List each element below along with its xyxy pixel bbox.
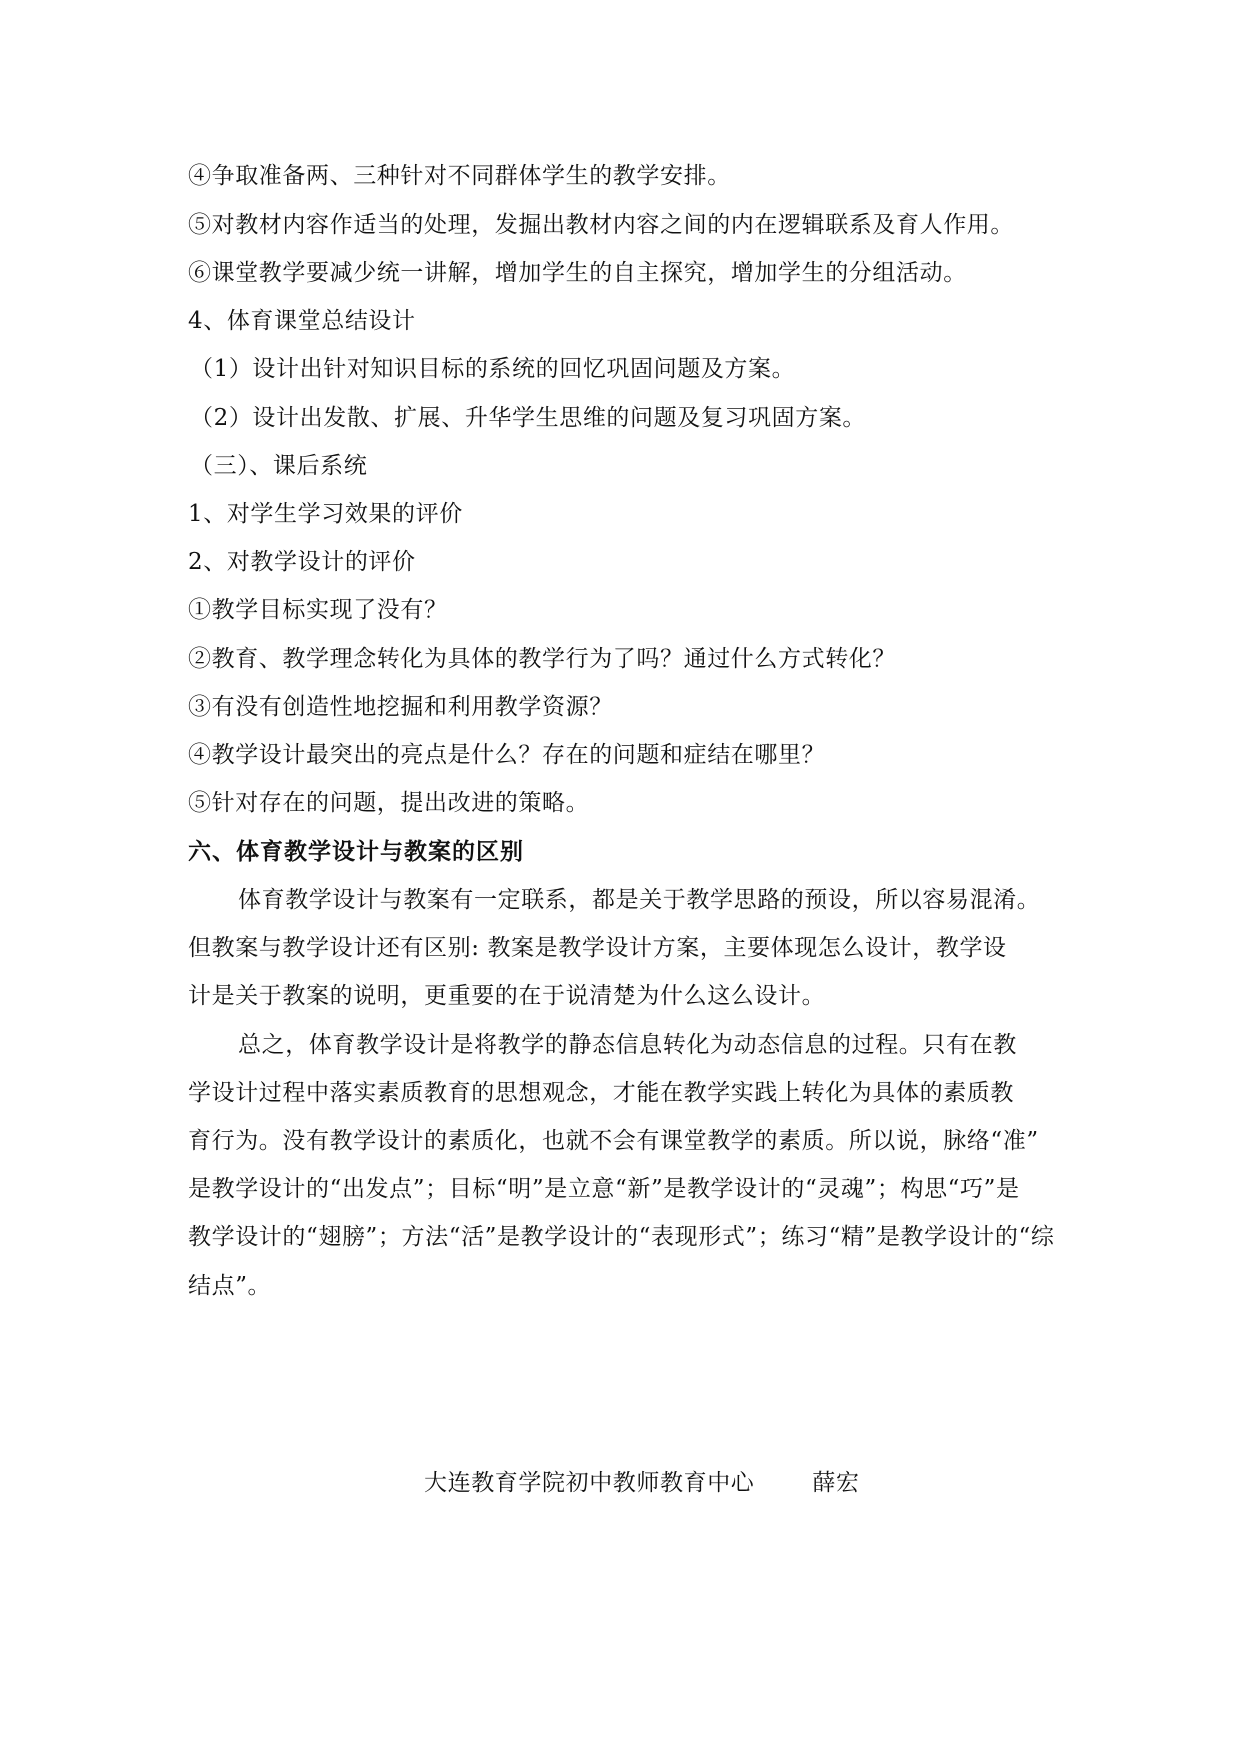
subsection-heading: 4、体育课堂总结设计: [188, 308, 416, 334]
list-item: ④教学设计最突出的亮点是什么？存在的问题和症结在哪里？: [188, 742, 826, 768]
paragraph-line: 计是关于教案的说明，更重要的在于说清楚为什么这么设计。: [188, 983, 826, 1009]
author-name: 薛宏: [812, 1470, 860, 1496]
paragraph-line: 教学设计的“翅膀”；方法“活”是教学设计的“表现形式”；练习“精”是教学设计的“综: [188, 1224, 1055, 1250]
subsection-heading: 1、对学生学习效果的评价: [188, 501, 463, 527]
list-item: ⑤对教材内容作适当的处理，发掘出教材内容之间的内在逻辑联系及育人作用。: [188, 212, 1014, 238]
list-item: （2）设计出发散、扩展、升华学生思维的问题及复习巩固方案。: [190, 405, 867, 431]
paragraph-line: 结点”。: [188, 1273, 272, 1299]
list-item: ⑥课堂教学要减少统一讲解，增加学生的自主探究，增加学生的分组活动。: [188, 260, 967, 286]
subsection-heading: 2、对教学设计的评价: [188, 549, 416, 575]
list-item: ④争取准备两、三种针对不同群体学生的教学安排。: [188, 163, 731, 189]
paragraph-line: 但教案与教学设计还有区别: 教案是教学设计方案，主要体现怎么设计，教学设: [188, 935, 1007, 961]
list-item: （1）设计出针对知识目标的系统的回忆巩固问题及方案。: [190, 356, 796, 382]
signature-footer: [424, 1468, 860, 1498]
paragraph-line: 是教学设计的“出发点”；目标“明”是立意“新”是教学设计的“灵魂”；构思“巧”是: [188, 1176, 1020, 1202]
list-item: ③有没有创造性地挖掘和利用教学资源？: [188, 694, 613, 720]
paragraph-line: 育行为。没有教学设计的素质化，也就不会有课堂教学的素质。所以说，脉络“准”: [188, 1128, 1039, 1154]
list-item: ⑤针对存在的问题，提出改进的策略。: [188, 790, 590, 816]
paragraph-line: 学设计过程中落实素质教育的思想观念，才能在教学实践上转化为具体的素质教: [188, 1080, 1014, 1106]
paragraph-line: 体育教学设计与教案有一定联系，都是关于教学思路的预设，所以容易混淆。: [238, 887, 1041, 913]
paragraph-line: 总之，体育教学设计是将教学的静态信息转化为动态信息的过程。只有在教: [238, 1032, 1017, 1058]
list-item: ②教育、教学理念转化为具体的教学行为了吗？通过什么方式转化？: [188, 646, 896, 672]
list-item: ①教学目标实现了没有？: [188, 597, 448, 623]
subsection-heading: （三）、课后系统: [190, 453, 368, 479]
section-heading: 六、体育教学设计与教案的区别: [188, 839, 524, 865]
organization-name: 大连教育学院初中教师教育中心: [424, 1470, 755, 1496]
